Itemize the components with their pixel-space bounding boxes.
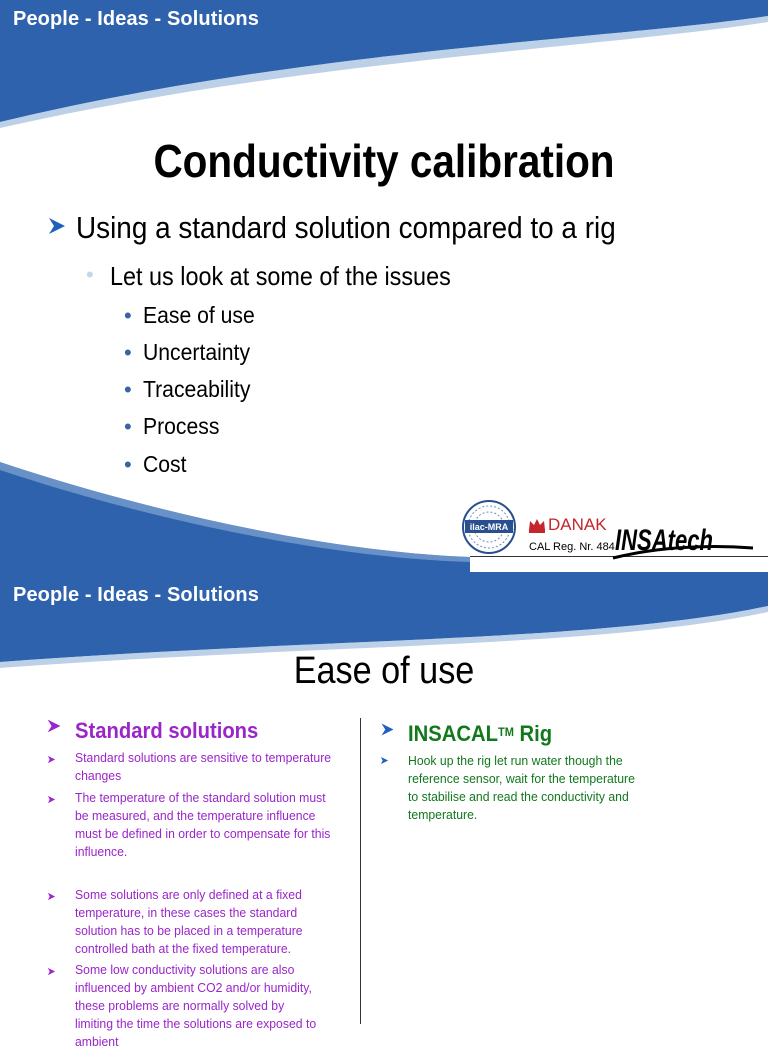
list-item: Some low conductivity solutions are also influenced by ambient CO2 and/or humidity, these problems are normally solved by limiting the time the solutions are exposed to ambient bbox=[75, 962, 317, 1049]
danak-logo-text: DANAK bbox=[548, 515, 607, 534]
arrow-bullet-icon bbox=[47, 795, 56, 804]
dot-bullet-icon: • bbox=[124, 414, 132, 439]
footer-wave bbox=[0, 462, 470, 572]
list-item: • Uncertainty bbox=[124, 339, 251, 365]
arrow-bullet-icon bbox=[47, 967, 56, 976]
crown-icon bbox=[527, 515, 547, 535]
list-item: Some solutions are only defined at a fixed temperature, in these cases the standard solution has to be placed in a temperature controlled bath at the fixed temperature. bbox=[75, 887, 303, 956]
list-item: • Process bbox=[124, 413, 220, 439]
column-divider bbox=[360, 718, 361, 1024]
arrow-bullet-icon bbox=[47, 216, 67, 236]
list-item: • Cost bbox=[124, 451, 187, 477]
arrow-bullet-icon bbox=[380, 756, 389, 765]
standard-solutions-heading: Standard solutions bbox=[75, 718, 259, 743]
bullet-level-2: Let us look at some of the issues bbox=[110, 261, 451, 291]
dot-bullet-icon: • bbox=[124, 377, 132, 402]
dot-bullet-icon: • bbox=[124, 303, 132, 328]
cal-reg-text: CAL Reg. Nr. 484 bbox=[529, 541, 615, 553]
bullet-level-1: Using a standard solution compared to a rig bbox=[76, 210, 616, 245]
list-item: The temperature of the standard solution must be measured, and the temperature influence must be defined in order to compensate for this influence. bbox=[75, 790, 331, 859]
arrow-bullet-icon bbox=[46, 718, 62, 734]
svg-text:INSAtech: INSAtech bbox=[615, 524, 713, 557]
svg-text:ilac-MRA: ilac-MRA bbox=[469, 522, 509, 532]
header-tagline: People - Ideas - Solutions bbox=[13, 584, 259, 606]
list-item: Standard solutions are sensitive to temperature changes bbox=[75, 750, 332, 783]
dot-bullet-icon: • bbox=[124, 452, 132, 477]
header-tagline: People - Ideas - Solutions bbox=[13, 8, 259, 30]
arrow-bullet-icon bbox=[47, 892, 56, 901]
dot-bullet-icon: • bbox=[124, 340, 132, 365]
slide-title: Ease of use bbox=[293, 650, 475, 692]
arrow-bullet-icon bbox=[47, 755, 56, 764]
slide-title: Conductivity calibration bbox=[153, 135, 615, 187]
ilac-mra-logo-icon bbox=[461, 499, 517, 555]
list-item: Hook up the rig let run water though the reference sensor, wait for the temperature to stabilise and read the conductivity and temperature. bbox=[408, 753, 635, 822]
list-item: • Ease of use bbox=[124, 302, 255, 328]
list-item: • Traceability bbox=[124, 376, 251, 402]
arrow-bullet-icon bbox=[380, 722, 395, 737]
insacal-rig-heading: INSACAL™ Rig bbox=[408, 721, 553, 746]
slide-2 bbox=[0, 572, 768, 1049]
dot-bullet-icon: • bbox=[86, 262, 94, 287]
insatech-logo-icon bbox=[613, 518, 755, 568]
